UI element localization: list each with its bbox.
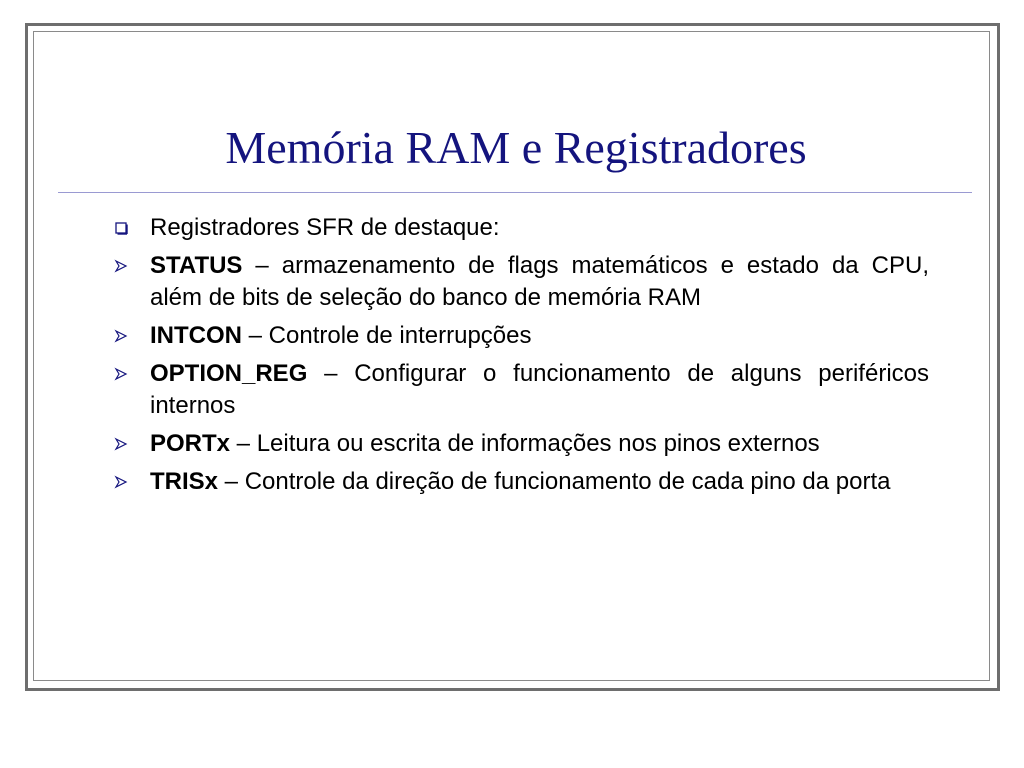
item-term: TRISx <box>150 468 219 495</box>
item-text: – Controle da direção de funcionamento de cada pino da porta <box>218 468 891 495</box>
item-term: INTCON <box>150 322 242 349</box>
item-text: – Controle de interrupções <box>242 322 532 349</box>
list-item-intro <box>114 212 929 244</box>
item-text: – armazenamento de flags matemáticos e estado da CPU, além de bits de seleção do banco de memória RAM <box>150 252 929 311</box>
list-item <box>114 466 929 498</box>
intro-text: Registradores SFR de destaque: <box>150 214 500 241</box>
item-term: PORTx <box>150 430 231 457</box>
item-term: STATUS <box>150 252 243 279</box>
arrowhead-bullet-icon <box>114 367 128 381</box>
square-bullet-icon <box>114 221 128 235</box>
arrowhead-bullet-icon <box>114 259 128 273</box>
bullet-list <box>114 212 929 504</box>
arrowhead-bullet-icon <box>114 475 128 489</box>
item-text: – Configurar o funcionamento de alguns periféricos internos <box>150 360 929 419</box>
title-divider <box>58 192 972 193</box>
arrowhead-bullet-icon <box>114 329 128 343</box>
slide-title: Memória RAM e Registradores <box>225 122 807 173</box>
list-item <box>114 320 929 352</box>
list-item <box>114 250 929 314</box>
list-item <box>114 358 929 422</box>
list-item <box>114 428 929 460</box>
item-term: OPTION_REG <box>150 360 308 387</box>
arrowhead-bullet-icon <box>114 437 128 451</box>
item-text: – Leitura ou escrita de informações nos pinos externos <box>230 430 820 457</box>
